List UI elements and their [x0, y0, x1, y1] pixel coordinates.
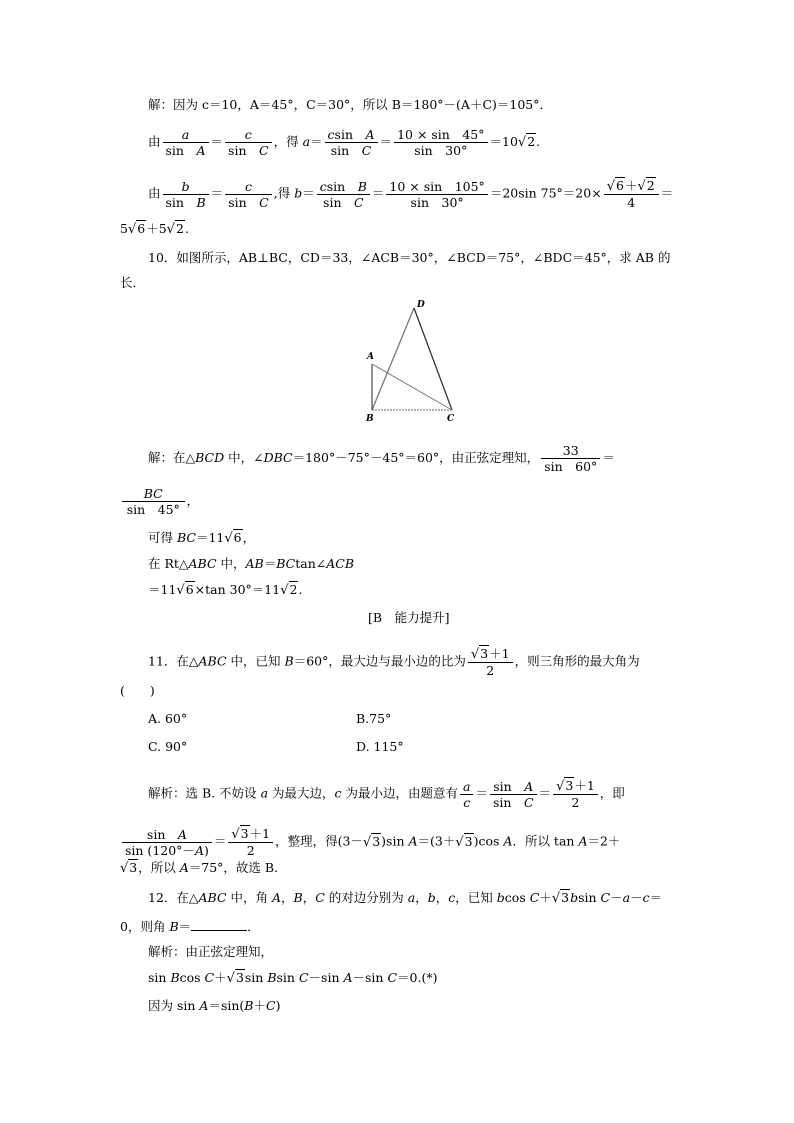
fraction: $\frac{BC}{\sin 45^\circ}$	[122, 486, 185, 517]
fraction: $\frac{10 \times \sin 105^\circ}{\sin 30^\circ}$	[386, 179, 487, 210]
q11-option-c: C. 90°	[148, 739, 188, 754]
fraction: $\frac{\text{csin A}}{\text{sin C}}$	[325, 127, 378, 158]
fraction: $\frac{√3+1}{2}$	[228, 826, 273, 858]
label-b: B	[366, 414, 374, 424]
fraction: $\frac{33}{\sin 60^\circ}$	[541, 443, 600, 474]
p9-line4: 5√6＋5√2.	[120, 221, 189, 237]
q12-stem-line2: 0，则角 B＝ ．	[120, 919, 260, 934]
q12-solution-line2: sin Bcos C＋√3sin Bsin C－sin A－sin C＝0.(*)	[148, 970, 438, 986]
fraction: $\frac{\text{csin B}}{\text{sin C}}$	[317, 179, 370, 210]
q12-solution-line3: 因为 sin A＝sin(B＋C)	[148, 998, 281, 1013]
fraction: $\frac{a}{\text{sin A}}$	[163, 127, 209, 158]
q10-stem-line1: 10．如图所示，AB⊥BC，CD＝33，∠ACB＝30°，∠BCD＝75°，∠BDC＝45°，求 AB 的	[148, 250, 671, 265]
segment-dc	[414, 308, 452, 410]
triangle-figure	[360, 295, 470, 425]
fraction: $\frac{c}{\text{sin C}}$	[225, 179, 272, 210]
fraction: $\frac{\text{sin A}}{\text{sin C}}$	[490, 779, 537, 810]
fraction: $\frac{c}{\text{sin C}}$	[225, 127, 272, 158]
q10-solution-line3: 可得 BC＝11√6，	[148, 530, 256, 546]
segment-ac	[372, 364, 452, 410]
p9-line3: 由 $\frac{b}{\text{sin B}}$ ＝ $\frac{c}{\text{sin C}}$ ,得 b＝ $\frac{\text{csin B}}{\text{sin C}}$ ＝ $\frac{10 \times \sin 105^\circ}{\sin 30^\circ}$ ＝20sin 75°＝20× $\frac{√6+√2}{4}$ ＝	[148, 178, 674, 210]
q11-option-b: B.75°	[356, 711, 392, 726]
q10-solution-line4: 在 Rt△ABC 中，AB＝BCtan∠ACB	[148, 556, 355, 571]
p9-line2: 由 $\frac{a}{\text{sin A}}$ ＝ $\frac{c}{\text{sin C}}$ ，得 a＝ $\frac{\text{csin A}}{\text{sin C}}$ ＝ $\frac{10 \times \sin 45^\circ}{\sin 30^\circ}$ ＝10√2.	[148, 127, 541, 158]
q11-stem-line2: ( )	[120, 683, 155, 698]
q10-solution-line2: $\frac{BC}{\sin 45^\circ}$ ，	[120, 486, 199, 517]
q10-solution-line1: 解：在△BCD 中，∠DBC＝180°－75°－45°＝60°，由正弦定理知， $\frac{33}{\sin 60^\circ}$ ＝	[148, 443, 615, 474]
fraction: $\frac{a}{c}$	[460, 779, 473, 810]
p9-line1: 解：因为 c＝10，A＝45°，C＝30°，所以 B＝180°－(A＋C)＝105°．	[148, 97, 553, 112]
segment-bd	[372, 308, 414, 410]
fraction: $\frac{√3+1}{2}$	[468, 646, 513, 678]
fraction: $\frac{√3+1}{2}$	[553, 778, 598, 810]
label-d: D	[417, 300, 425, 310]
label-c: C	[447, 414, 455, 424]
q12-solution-line1: 解析：由正弦定理知，	[148, 944, 274, 959]
q11-solution-line3: √3，所以 A＝75°，故选 B.	[120, 860, 279, 876]
q11-option-d: D. 115°	[356, 739, 404, 754]
q12-stem-line1: 12．在△ABC 中，角 A，B，C 的对边分别为 a，b，c，已知 bcos C＋√3bsin C－a－c＝	[148, 890, 663, 906]
q10-solution-line5: ＝11√6×tan 30°＝11√2.	[148, 582, 303, 598]
q10-stem-line2: 长．	[120, 275, 146, 290]
fraction: $\frac{\text{sin A}}{\sin (120^\circ-A)}$	[122, 827, 212, 858]
fraction: $\frac{√6+√2}{4}$	[604, 178, 659, 210]
answer-blank[interactable]	[191, 918, 247, 931]
section-heading: [B 能力提升]	[368, 610, 450, 625]
q11-solution-line1: 解析：选 B. 不妨设 a 为最大边，c 为最小边，由题意有 $\frac{a}{c}$ ＝ $\frac{\text{sin A}}{\text{sin C}}$ ＝ $\frac{√3+1}{2}$ ，即	[148, 778, 625, 810]
q11-stem-line1: 11．在△ABC 中，已知 B＝60°，最大边与最小边的比为 $\frac{√3+1}{2}$ ，则三角形的最大角为	[148, 646, 640, 678]
label-a: A	[367, 352, 374, 362]
fraction: $\frac{10 \times \sin 45^\circ}{\sin 30^\circ}$	[394, 127, 487, 158]
q11-option-a: A. 60°	[148, 711, 188, 726]
fraction: $\frac{b}{\text{sin B}}$	[163, 179, 209, 210]
q11-solution-line2: $\frac{\text{sin A}}{\sin (120^\circ-A)}$ ＝ $\frac{√3+1}{2}$ ，整理，得(3－√3)sin A＝(3＋√3)cos A．所以 tan A＝2＋	[120, 826, 620, 858]
